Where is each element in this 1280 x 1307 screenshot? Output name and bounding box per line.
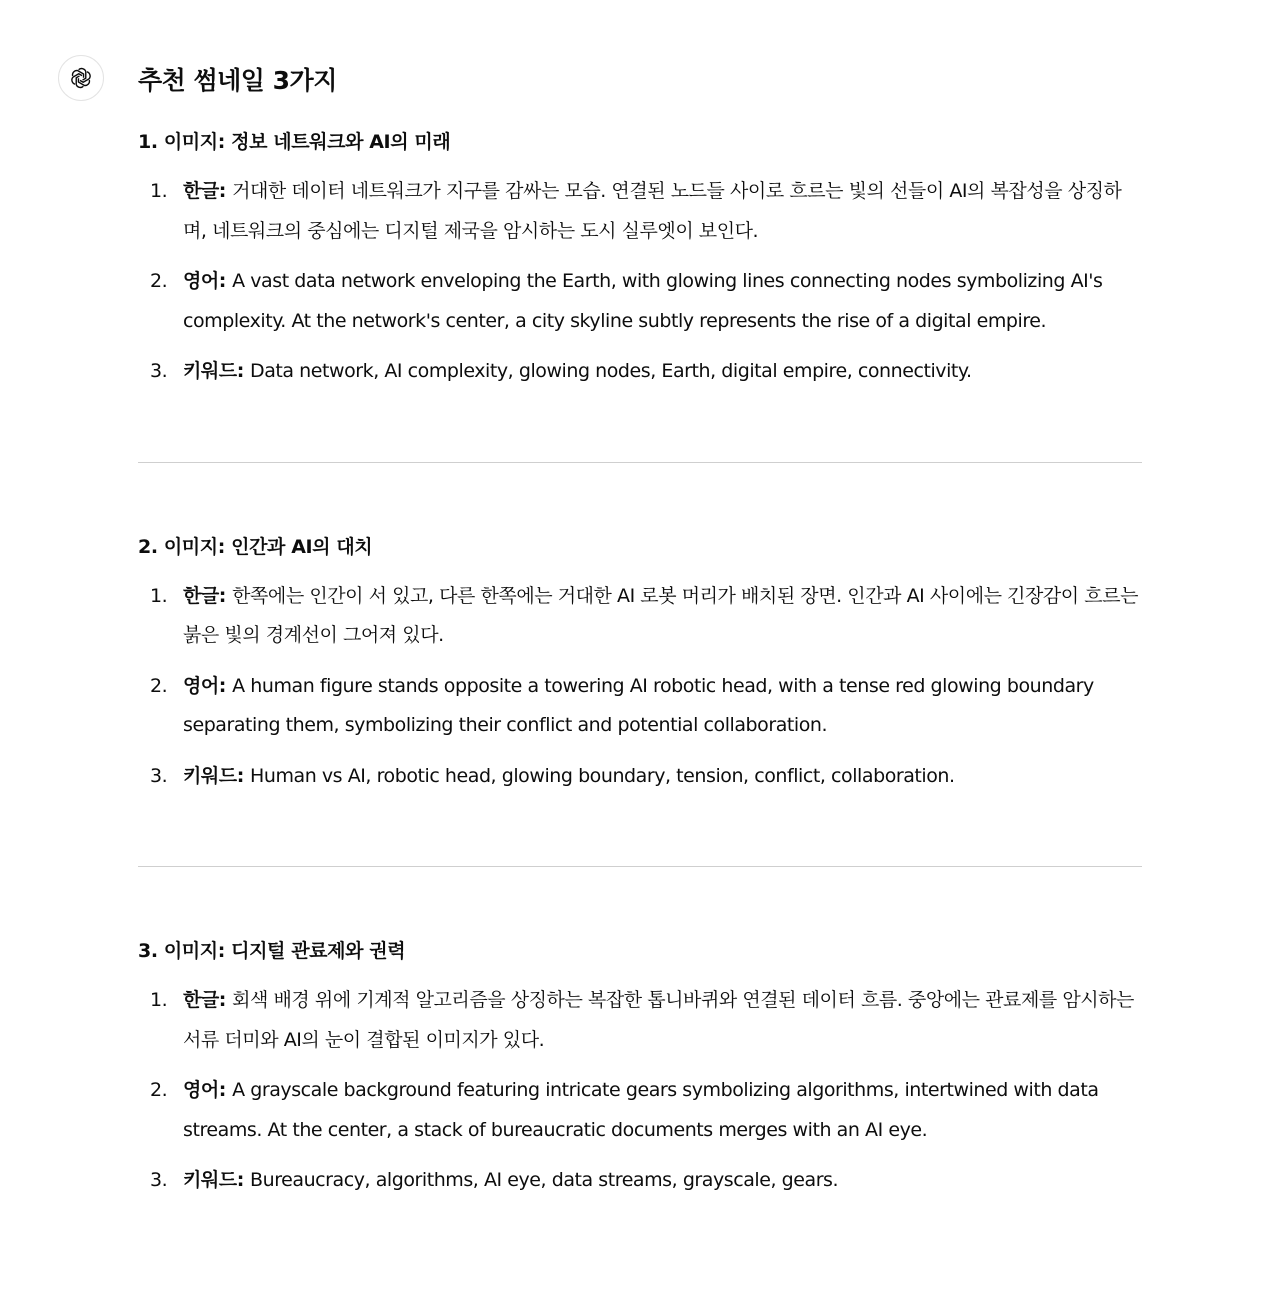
item-text: 거대한 데이터 네트워크가 지구를 감싸는 모습. 연결된 노드들 사이로 흐르는 빛의 선들이 AI의 복잡성을 상징하며, 네트워크의 중심에는 디지털 제국을 암시하는 도시 실루엣이 보인다. (183, 180, 1122, 242)
thumbnail-section-3 (138, 937, 1142, 1201)
section-title: 1. 이미지: 정보 네트워크와 AI의 미래 (138, 131, 451, 153)
item-number: 3. (150, 764, 168, 787)
thumbnail-section-1 (138, 128, 1142, 392)
section-title: 3. 이미지: 디지털 관료제와 권력 (138, 940, 406, 962)
item-label: 영어: (183, 674, 233, 697)
item-text: 한쪽에는 인간이 서 있고, 다른 한쪽에는 거대한 AI 로봇 머리가 배치된 장면. 인간과 AI 사이에는 긴장감이 흐르는 붉은 빛의 경계선이 그어져 있다. (183, 584, 1139, 646)
item-number: 3. (150, 1169, 168, 1191)
list-item (138, 262, 1142, 341)
item-list (138, 577, 1142, 797)
item-text: Data network, AI complexity, glowing nodes, Earth, digital empire, connectivity. (250, 360, 972, 382)
item-text: A grayscale background featuring intricate gears symbolizing algorithms, intertwined with data streams. At the center, a stack of bureaucratic documents merges with an AI eye. (183, 1079, 1099, 1141)
message-heading: 추천 썸네일 3가지 (138, 66, 337, 95)
list-item (138, 981, 1142, 1060)
list-item (138, 1161, 1142, 1201)
list-item (138, 1071, 1142, 1150)
item-text: Bureaucracy, algorithms, AI eye, data streams, grayscale, gears. (250, 1169, 839, 1191)
openai-logo-icon (68, 65, 94, 91)
item-number: 1. (150, 989, 168, 1011)
item-label: 한글: (183, 584, 233, 607)
item-text: A human figure stands opposite a towering AI robotic head, with a tense red glowing boundary separating them, symbolizing their conflict and potential collaboration. (183, 674, 1094, 736)
list-item (138, 172, 1142, 251)
item-number: 2. (150, 270, 168, 292)
item-label: 영어: (183, 1079, 233, 1101)
item-number: 1. (150, 180, 168, 202)
item-number: 3. (150, 360, 168, 382)
item-text: 회색 배경 위에 기계적 알고리즘을 상징하는 복잡한 톱니바퀴와 연결된 데이터 흐름. 중앙에는 관료제를 암시하는 서류 더미와 AI의 눈이 결합된 이미지가 있다. (183, 989, 1134, 1051)
item-label: 한글: (183, 180, 233, 202)
thumbnail-section-2 (138, 533, 1142, 797)
item-label: 한글: (183, 989, 233, 1011)
section-title: 2. 이미지: 인간과 AI의 대치 (138, 535, 373, 558)
item-number: 2. (150, 1079, 168, 1101)
item-label: 키워드: (183, 1169, 251, 1191)
item-label: 키워드: (183, 764, 251, 787)
item-list (138, 172, 1142, 392)
item-text: Human vs AI, robotic head, glowing boundary, tension, conflict, collaboration. (250, 764, 955, 787)
item-text: A vast data network enveloping the Earth, with glowing lines connecting nodes symbolizing AI's complexity. At the network's center, a city skyline subtly represents the rise of a digital empire. (183, 270, 1103, 332)
item-label: 키워드: (183, 360, 251, 382)
list-item (138, 352, 1142, 392)
item-number: 1. (150, 584, 168, 607)
list-item (138, 577, 1142, 656)
item-list (138, 981, 1142, 1201)
list-item (138, 667, 1142, 746)
assistant-avatar (58, 55, 104, 101)
item-number: 2. (150, 674, 168, 697)
item-label: 영어: (183, 270, 233, 292)
list-item (138, 757, 1142, 797)
assistant-message (138, 58, 1142, 1201)
